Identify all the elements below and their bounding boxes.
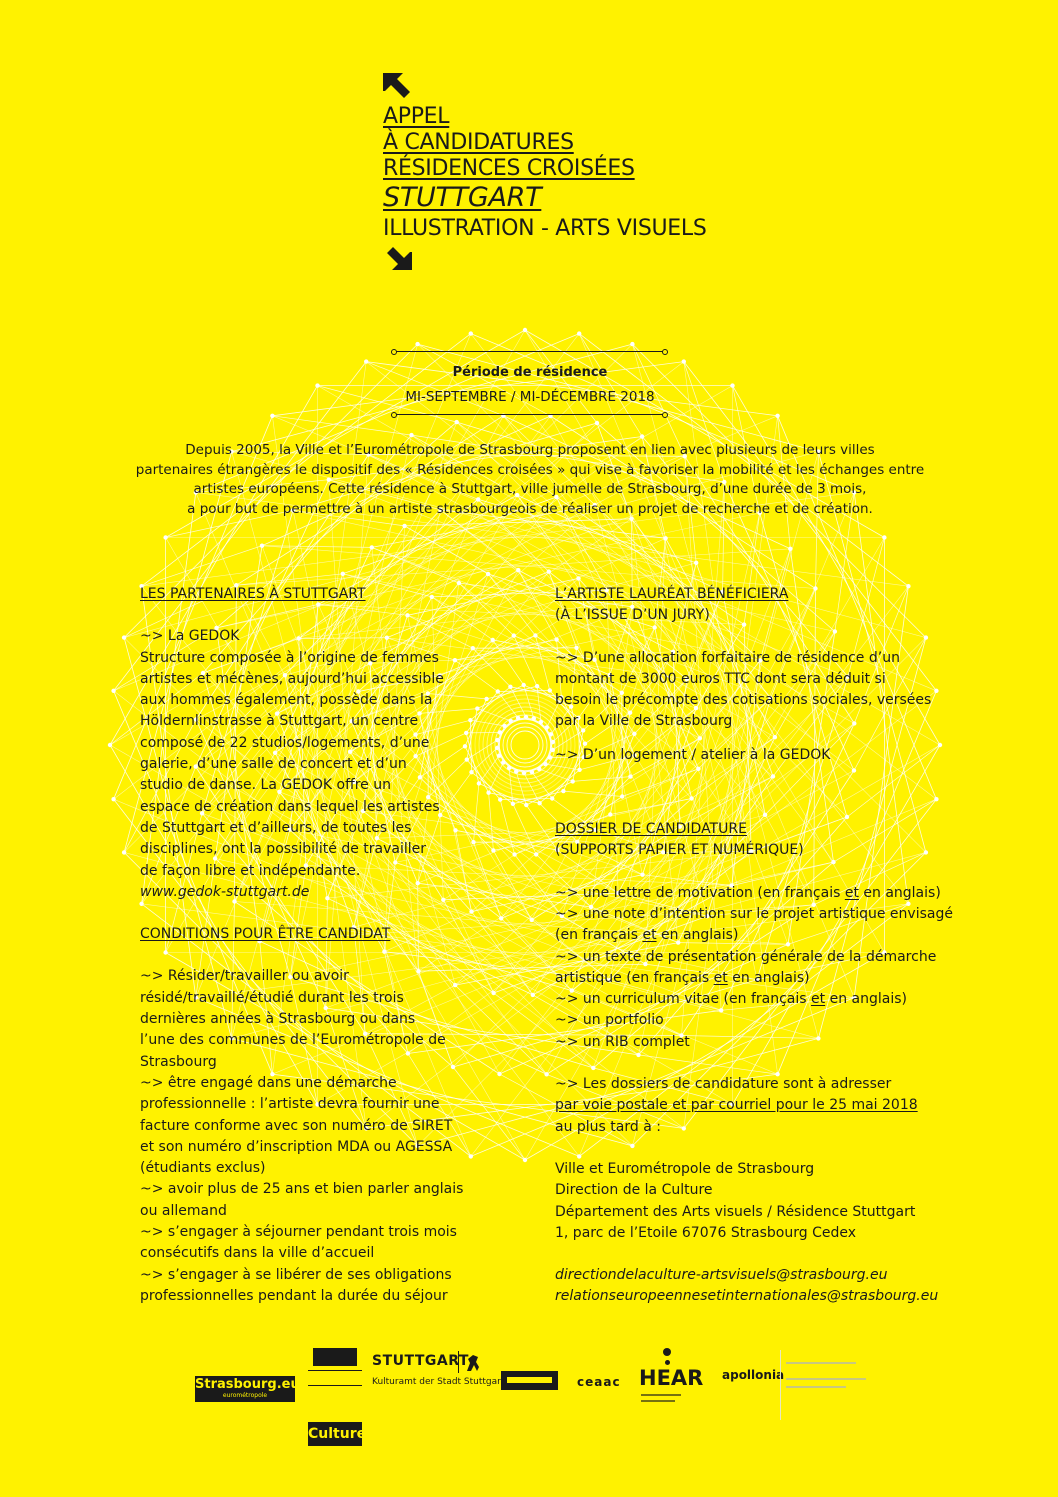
send-line: au plus tard à : — [555, 1118, 661, 1135]
intro-line: Depuis 2005, la Ville et l’Eurométropole de Strasbourg proposent en lien avec plusieurs de leurs villes — [185, 442, 875, 458]
text-line: Structure composée à l’origine de femmes — [140, 649, 439, 666]
text-line: consécutifs dans la ville d’accueil — [140, 1245, 375, 1262]
text-line: Département des Arts visuels / Résidence Stuttgart — [555, 1203, 916, 1220]
text-line: studio de danse. La GEDOK offre un — [140, 777, 391, 794]
emphasis: et — [713, 969, 728, 986]
text-line: par la Ville de Strasbourg — [555, 713, 733, 730]
text-line: l’une des communes de l’Eurométropole de — [140, 1032, 446, 1049]
text-line: disciplines, ont la possibilité de travailler — [140, 841, 427, 858]
arrow-down-right-icon — [387, 247, 413, 271]
dossier-item — [555, 1010, 955, 1031]
logo-strasbourg: Strasbourg.eu eurométropole — [195, 1376, 295, 1402]
send-deadline: par voie postale et par courriel pour le 25 mai 2018 — [555, 1097, 918, 1114]
benefit-title: L’ARTISTE LAURÉAT BÉNÉFICIERA — [555, 586, 789, 602]
header-line-illustration: ILLUSTRATION - ARTS VISUELS — [383, 216, 707, 241]
intro-line: a pour but de permettre à un artiste strasbourgeois de réaliser un projet de recherche et de création. — [187, 500, 873, 517]
text-line: aux hommes également, possède dans la — [140, 692, 433, 709]
benefit-allowance — [555, 648, 955, 733]
dossier-list — [555, 883, 955, 1053]
logo-stuttgart: STUTTGART Kulturamt der Stadt Stuttgart — [372, 1353, 505, 1387]
partners-title: LES PARTENAIRES À STUTTGART — [140, 586, 366, 602]
header-title — [383, 104, 707, 242]
left-column — [140, 584, 470, 1307]
dossier-title: DOSSIER DE CANDIDATURE — [555, 821, 747, 838]
dossier-item-text: en anglais) — [825, 991, 907, 1008]
text-line: professionnelles pendant la durée du séjour — [140, 1287, 448, 1304]
dossier-item-text: en anglais) — [656, 927, 739, 944]
logo-ceaac: ceaac — [577, 1375, 621, 1389]
text-line: besoin le précompte des cotisations sociales, versées — [555, 692, 932, 709]
dossier-item-text: ~> un curriculum vitae (en français — [555, 991, 812, 1008]
logo-apollonia: apollonia — [722, 1368, 872, 1428]
text-line: ~> avoir plus de 25 ans et bien parler anglais — [140, 1181, 464, 1198]
dossier-item-text: ~> un texte de présentation générale de la démarche — [555, 948, 937, 965]
text-line: et son numéro d’inscription MDA ou AGESSA — [140, 1138, 453, 1155]
dossier-item-text: artistique (en français — [555, 969, 714, 986]
text-line: ~> D’une allocation forfaitaire de résidence d’un — [555, 649, 900, 666]
text-line: ~> s’engager à se libérer de ses obligations — [140, 1266, 452, 1283]
gedok-website-link[interactable]: www.gedok-stuttgart.de — [140, 883, 310, 900]
text-line: espace de création dans lequel les artistes — [140, 798, 440, 815]
dossier-item — [555, 883, 955, 904]
divider-dot — [391, 349, 397, 355]
text-line: dernières années à Strasbourg ou dans — [140, 1011, 416, 1028]
email-culture-link[interactable]: directiondelaculture-artsvisuels@strasbourg.eu — [555, 1267, 888, 1284]
text-line: composé de 22 studios/logements, d’une — [140, 734, 430, 751]
text-line: galerie, d’une salle de concert et d’un — [140, 756, 407, 773]
dossier-item-text: en anglais) — [727, 969, 810, 986]
divider-dot — [662, 412, 668, 418]
right-column — [555, 584, 955, 1308]
text-line: ~> s’engager à séjourner pendant trois mois — [140, 1224, 457, 1241]
divider-dot — [662, 349, 668, 355]
intro-paragraph — [120, 441, 940, 519]
partner-logos — [195, 1348, 895, 1448]
benefit-subtitle: (À L’ISSUE D’UN JURY) — [555, 607, 710, 624]
dossier-item — [555, 947, 955, 968]
text-line: Ville et Eurométropole de Strasbourg — [555, 1160, 815, 1177]
emphasis: et — [844, 884, 859, 901]
postal-address — [555, 1159, 955, 1244]
email-relations-link[interactable]: relationseuropeennesetinternationales@strasbourg.eu — [555, 1288, 939, 1305]
header-city: STUTTGART — [383, 182, 542, 213]
emphasis: et — [642, 927, 657, 944]
emphasis: et — [811, 991, 826, 1008]
dossier-item-text: ~> une lettre de motivation (en français — [555, 884, 845, 901]
logo-bar — [501, 1371, 558, 1390]
text-line: Strasbourg — [140, 1053, 217, 1070]
intro-line: partenaires étrangères le dispositif des « Résidences croisées » qui vise à favoriser la mobilité et les échanges entre — [135, 461, 925, 478]
benefit-housing: ~> D’un logement / atelier à la GEDOK — [555, 746, 831, 763]
dossier-item-text: ~> un portfolio — [555, 1012, 664, 1029]
gedok-title: ~> La GEDOK — [140, 628, 240, 645]
text-line: ou allemand — [140, 1202, 227, 1219]
horse-icon — [464, 1353, 482, 1373]
divider-dot — [391, 412, 397, 418]
text-line: de façon libre et indépendante. — [140, 862, 361, 879]
period-dates: MI-SEPTEMBRE / MI-DÉCEMBRE 2018 — [405, 389, 655, 405]
dossier-item — [555, 989, 955, 1010]
text-line: facture conforme avec son numéro de SIRET — [140, 1117, 453, 1134]
header-line-residences: RÉSIDENCES CROISÉES — [383, 156, 635, 181]
header-line-candidatures: À CANDIDATURES — [383, 130, 574, 155]
text-line: (étudiants exclus) — [140, 1160, 266, 1177]
text-line: 1, parc de l’Etoile 67076 Strasbourg Cedex — [555, 1224, 856, 1241]
dossier-item — [555, 968, 955, 989]
text-line: ~> être engagé dans une démarche — [140, 1074, 397, 1091]
text-line: résidé/travaillé/étudié durant les trois — [140, 989, 404, 1006]
logo-hear: HEAR — [639, 1348, 694, 1446]
text-line: montant de 3000 euros TTC dont sera déduit si — [555, 670, 886, 687]
arrow-up-left-icon — [383, 73, 411, 99]
text-line: ~> Résider/travailler ou avoir — [140, 968, 349, 985]
dossier-item-text: ~> un RIB complet — [555, 1033, 690, 1050]
dossier-item — [555, 925, 955, 946]
intro-line: artistes européens. Cette résidence à Stuttgart, ville jumelle de Strasbourg, d’une durée de 3 mois, — [193, 481, 867, 497]
send-line: ~> Les dossiers de candidature sont à adresser — [555, 1076, 892, 1093]
text-line: Höldernlinstrasse à Stuttgart, un centre — [140, 713, 419, 730]
text-line: Direction de la Culture — [555, 1182, 713, 1199]
dossier-subtitle: (SUPPORTS PAPIER ET NUMÉRIQUE) — [555, 842, 804, 859]
gedok-description — [140, 648, 470, 882]
logo-culture: Culture — [308, 1348, 362, 1446]
period-divider-top — [393, 351, 665, 352]
dossier-item — [555, 1032, 955, 1053]
marianne-icon — [313, 1348, 357, 1366]
dossier-item-text: ~> une note d’intention sur le projet artistique envisagé — [555, 905, 953, 922]
header-line-appel: APPEL — [383, 104, 450, 129]
conditions-list — [140, 966, 470, 1307]
text-line: professionnelle : l’artiste devra fournir une — [140, 1096, 440, 1113]
period-divider-bottom — [393, 414, 665, 415]
text-line: de Stuttgart et d’ailleurs, de toutes les — [140, 819, 412, 836]
dossier-item-text: (en français — [555, 927, 643, 944]
ministry-label — [308, 1370, 362, 1386]
dossier-item-text: en anglais) — [858, 884, 941, 901]
conditions-title: CONDITIONS POUR ÊTRE CANDIDAT — [140, 926, 391, 943]
text-line: artistes et mécènes, aujourd’hui accessible — [140, 670, 444, 687]
period-label: Période de résidence — [452, 365, 608, 380]
dossier-item — [555, 904, 955, 925]
